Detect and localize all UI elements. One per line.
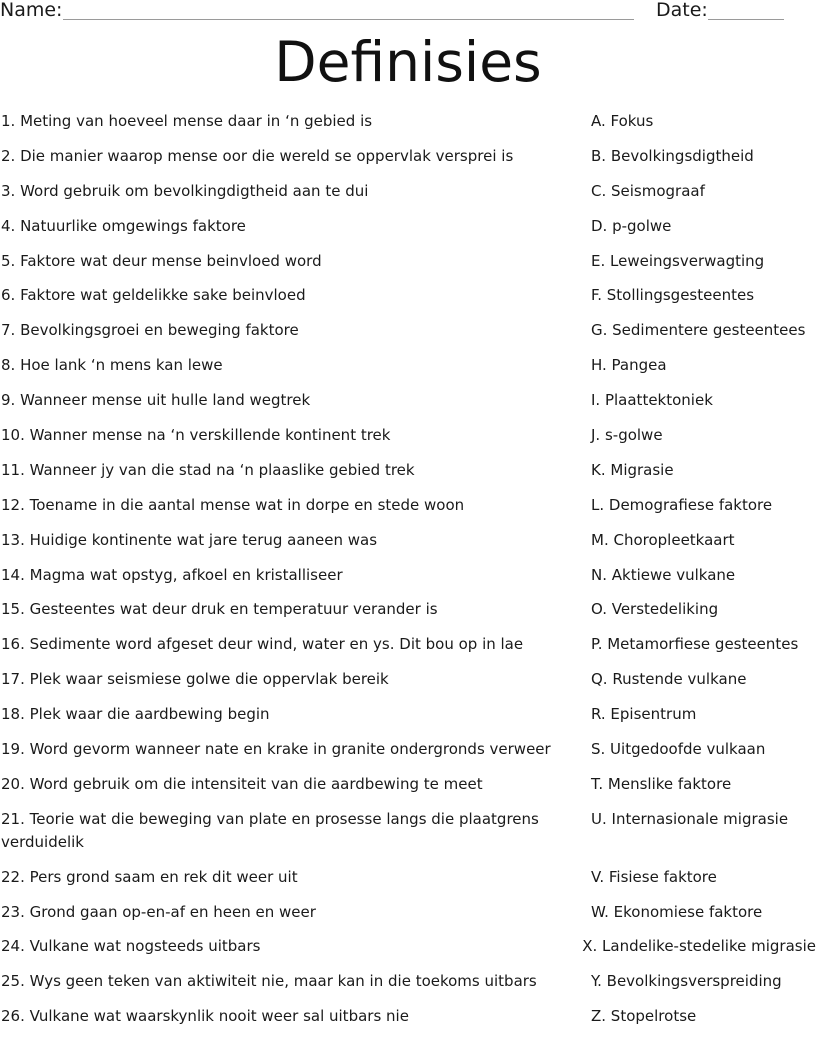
- answer-option: R. Episentrum: [591, 705, 697, 724]
- definition-text: 24. Vulkane wat nogsteeds uitbars: [1, 937, 261, 956]
- list-item: [0, 598, 816, 621]
- definition-text: 6. Faktore wat geldelikke sake beinvloed: [1, 286, 306, 305]
- answer-option: H. Pangea: [591, 356, 667, 375]
- definition-text: 21. Teorie wat die beweging van plate en prosesse langs die plaatgrens verduidelik: [1, 809, 539, 851]
- definition-text: 18. Plek waar die aardbewing begin: [1, 705, 270, 724]
- list-item: [0, 459, 816, 482]
- matching-list: [0, 110, 816, 1040]
- name-label: Name:: [0, 0, 63, 21]
- definition-text: 16. Sedimente word afgeset deur wind, water en ys. Dit bou op in lae: [1, 635, 524, 654]
- definition-text: 4. Natuurlike omgewings faktore: [1, 216, 246, 235]
- definition-text: 14. Magma wat opstyg, afkoel en kristalliseer: [1, 565, 343, 584]
- date-line: [708, 19, 784, 20]
- answer-option: E. Leweingsverwagting: [591, 251, 765, 270]
- answer-option: X. Landelike-stedelike migrasie: [582, 937, 816, 956]
- answer-option: U. Internasionale migrasie: [591, 809, 789, 828]
- answer-option: V. Fisiese faktore: [591, 867, 717, 886]
- list-item: [0, 564, 816, 587]
- list-item: [0, 389, 816, 412]
- answer-option: T. Menslike faktore: [591, 774, 732, 793]
- answer-option: D. p-golwe: [591, 216, 672, 235]
- answer-option: I. Plaattektoniek: [591, 391, 713, 410]
- answer-option: Z. Stopelrotse: [591, 1007, 697, 1026]
- definition-text: 23. Grond gaan op-en-af en heen en weer: [1, 902, 316, 921]
- date-label: Date:: [656, 0, 708, 21]
- answer-option: M. Choropleetkaart: [591, 530, 735, 549]
- answer-option: A. Fokus: [591, 112, 654, 130]
- definition-text: 17. Plek waar seismiese golwe die oppervlak bereik: [1, 670, 389, 689]
- answer-option: Y. Bevolkingsverspreiding: [591, 972, 782, 991]
- name-line: [63, 19, 634, 20]
- list-item: [0, 633, 816, 656]
- answer-option: B. Bevolkingsdigtheid: [591, 146, 754, 165]
- answer-option: C. Seismograaf: [591, 181, 705, 200]
- list-item: [0, 424, 816, 447]
- answer-option: K. Migrasie: [591, 460, 674, 479]
- definition-text: 5. Faktore wat deur mense beinvloed word: [1, 251, 322, 270]
- definition-text: 10. Wanner mense na ‘n verskillende kontinent trek: [1, 426, 391, 445]
- definition-text: 8. Hoe lank ‘n mens kan lewe: [1, 356, 223, 375]
- answer-option: N. Aktiewe vulkane: [591, 565, 736, 584]
- definition-text: 9. Wanneer mense uit hulle land wegtrek: [1, 391, 311, 410]
- definition-text: 15. Gesteentes wat deur druk en temperatuur verander is: [1, 600, 438, 619]
- definition-text: 12. Toename in die aantal mense wat in dorpe en stede woon: [1, 495, 465, 514]
- definition-text: 25. Wys geen teken van aktiwiteit nie, maar kan in die toekoms uitbars: [1, 972, 537, 991]
- list-item: [0, 808, 816, 854]
- list-item: [0, 250, 816, 273]
- definition-text: 1. Meting van hoeveel mense daar in ‘n gebied is: [1, 112, 373, 130]
- definition-text: 7. Bevolkingsgroei en beweging faktore: [1, 321, 299, 340]
- definition-text: 11. Wanneer jy van die stad na ‘n plaaslike gebied trek: [1, 460, 415, 479]
- answer-option: J. s-golwe: [591, 426, 663, 445]
- definition-text: 13. Huidige kontinente wat jare terug aaneen was: [1, 530, 378, 549]
- definition-text: 19. Word gevorm wanneer nate en krake in granite ondergronds verweer: [1, 740, 551, 759]
- answer-option: O. Verstedeliking: [591, 600, 719, 619]
- list-item: [0, 738, 816, 761]
- list-item: [0, 180, 816, 203]
- list-item: [0, 110, 816, 133]
- answer-option: P. Metamorfiese gesteentes: [591, 635, 799, 654]
- list-item: [0, 970, 816, 993]
- list-item: [0, 145, 816, 168]
- list-item: [0, 773, 816, 796]
- list-item: [0, 703, 816, 726]
- definition-text: 22. Pers grond saam en rek dit weer uit: [1, 867, 298, 886]
- answer-option: F. Stollingsgesteentes: [591, 286, 755, 305]
- list-item: [0, 284, 816, 307]
- list-item: [0, 319, 816, 342]
- list-item: [0, 668, 816, 691]
- answer-option: W. Ekonomiese faktore: [591, 902, 763, 921]
- answer-option: L. Demografiese faktore: [591, 495, 773, 514]
- definition-text: 20. Word gebruik om die intensiteit van die aardbewing te meet: [1, 774, 483, 793]
- page-title: Definisies: [274, 30, 542, 94]
- answer-option: S. Uitgedoofde vulkaan: [591, 740, 766, 759]
- list-item: [0, 866, 816, 889]
- definition-text: 26. Vulkane wat waarskynlik nooit weer sal uitbars nie: [1, 1007, 409, 1026]
- worksheet-header: [0, 0, 816, 24]
- list-item: [0, 901, 816, 924]
- list-item: [0, 494, 816, 517]
- list-item: [0, 935, 816, 958]
- list-item: [0, 529, 816, 552]
- definition-text: 2. Die manier waarop mense oor die wereld se oppervlak versprei is: [1, 146, 514, 165]
- list-item: [0, 1005, 816, 1028]
- list-item: [0, 354, 816, 377]
- definition-text: 3. Word gebruik om bevolkingdigtheid aan te dui: [1, 181, 369, 200]
- answer-option: G. Sedimentere gesteentees: [591, 321, 806, 340]
- answer-option: Q. Rustende vulkane: [591, 670, 747, 689]
- list-item: [0, 215, 816, 238]
